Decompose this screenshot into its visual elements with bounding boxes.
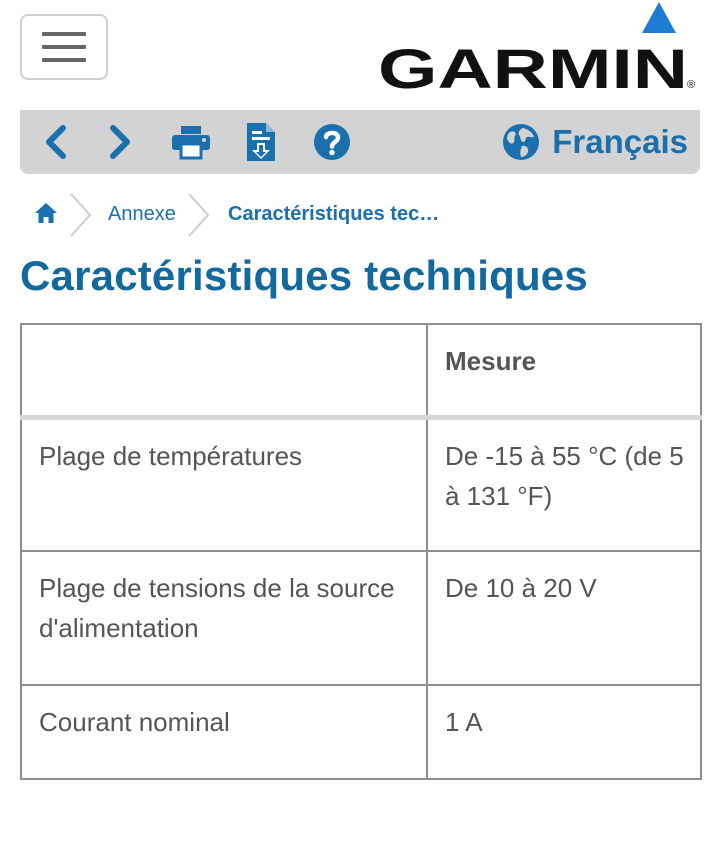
back-arrow-icon xyxy=(42,124,68,160)
breadcrumb-current: Caractéristiques tec… xyxy=(228,203,440,225)
home-icon xyxy=(34,201,58,225)
print-button[interactable] xyxy=(170,120,212,164)
specifications-table xyxy=(20,323,702,780)
help-button[interactable] xyxy=(312,120,352,164)
back-button[interactable] xyxy=(40,120,70,164)
language-selector[interactable] xyxy=(502,118,688,166)
table-header-cell xyxy=(21,324,427,417)
table-header-row xyxy=(21,324,701,417)
table-row xyxy=(21,417,701,551)
logo-text: GARMIN xyxy=(378,37,688,94)
download-pdf-button[interactable] xyxy=(244,120,278,164)
table-cell-label: Plage de tensions de la source d'alimentation xyxy=(21,551,427,685)
table-cell-value: 1 A xyxy=(427,685,701,779)
logo-triangle-icon xyxy=(642,2,676,33)
table-cell-value: De 10 à 20 V xyxy=(427,551,701,685)
menu-icon-bar xyxy=(42,45,86,49)
download-pdf-icon xyxy=(245,121,277,163)
forward-arrow-icon xyxy=(108,124,134,160)
breadcrumb xyxy=(20,192,700,238)
menu-icon-bar xyxy=(42,32,86,36)
table-row xyxy=(21,685,701,779)
forward-button[interactable] xyxy=(106,120,136,164)
chevron-separator-icon xyxy=(68,192,94,238)
breadcrumb-item-annexe[interactable]: Annexe xyxy=(108,203,176,225)
breadcrumb-home-link[interactable] xyxy=(34,201,58,230)
garmin-logo[interactable] xyxy=(378,2,700,94)
table-header-cell: Mesure xyxy=(427,324,701,417)
table-cell-label: Courant nominal xyxy=(21,685,427,779)
table-cell-value: De -15 à 55 °C (de 5 à 131 °F) xyxy=(427,417,701,551)
toolbar xyxy=(20,110,700,174)
menu-button[interactable] xyxy=(20,14,108,80)
page-title: Caractéristiques techniques xyxy=(20,252,588,299)
print-icon xyxy=(171,124,211,160)
menu-icon-bar xyxy=(42,58,86,62)
globe-icon xyxy=(502,123,540,161)
chevron-separator-icon xyxy=(186,192,212,238)
logo-registered-mark: ® xyxy=(687,79,696,91)
table-cell-label: Plage de températures xyxy=(21,417,427,551)
help-icon xyxy=(313,123,351,161)
table-row xyxy=(21,551,701,685)
language-label: Français xyxy=(552,123,688,160)
